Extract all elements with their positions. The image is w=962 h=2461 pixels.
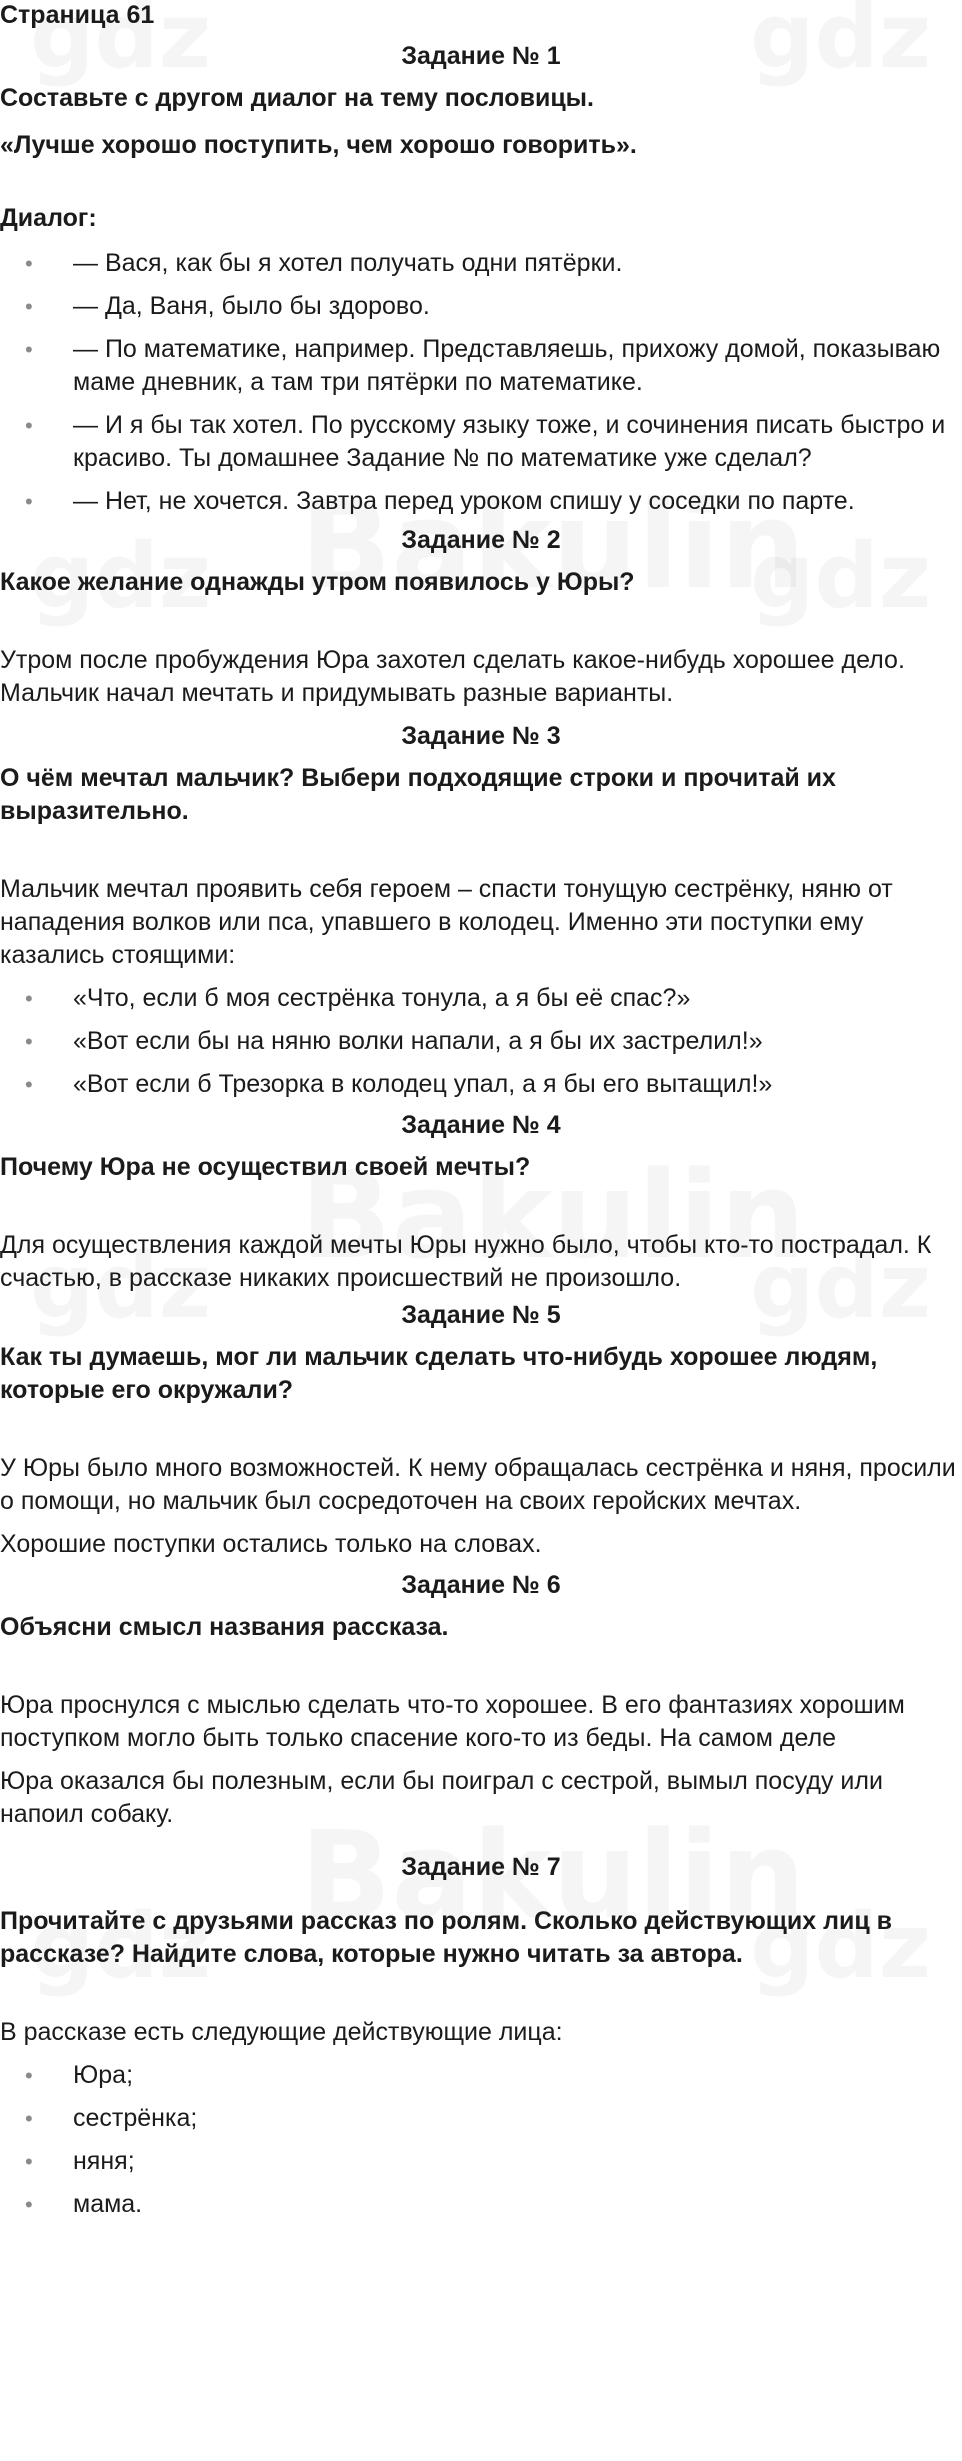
character-item: • Юра; bbox=[0, 2059, 962, 2092]
task-answer: Для осуществления каждой мечты Юры нужно было, чтобы кто-то пострадал. К счастью, в рассказе никаких происшествий не произошло. bbox=[0, 1231, 932, 1292]
dialog-label: Диалог: bbox=[0, 204, 97, 232]
task-answer: Утром после пробуждения Юра захотел сделать какое-нибудь хорошее дело. Мальчик начал мечтать и придумывать разные варианты. bbox=[0, 646, 905, 707]
task-question: Объясни смысл названия рассказа. bbox=[0, 1613, 449, 1641]
task-question: Какое желание однажды утром появилось у Юры? bbox=[0, 568, 635, 596]
quote-list bbox=[0, 982, 962, 1101]
dialog-line: • — По математике, например. Представляешь, прихожу домой, показываю маме дневник, а там три пятёрки по математике. bbox=[0, 333, 962, 399]
task-question: Составьте с другом диалог на тему пословицы. bbox=[0, 84, 594, 112]
task-answer: Юра оказался бы полезным, если бы поиграл с сестрой, вымыл посуду или напоил собаку. bbox=[0, 1767, 883, 1828]
task-1 bbox=[0, 40, 962, 518]
dialog-line: • — Нет, не хочется. Завтра перед уроком спишу у соседки по парте. bbox=[0, 485, 962, 518]
dialog-line: • — Да, Ваня, было бы здорово. bbox=[0, 290, 962, 323]
proverb: «Лучше хорошо поступить, чем хорошо говорить». bbox=[0, 131, 637, 159]
page-title: Страница 61 bbox=[0, 1, 155, 29]
quote-item: • «Что, если б моя сестрёнка тонула, а я бы её спас?» bbox=[0, 982, 962, 1015]
task-title: Задание № 7 bbox=[401, 1853, 561, 1881]
task-answer: Мальчик мечтал проявить себя героем – спасти тонущую сестрёнку, няню от нападения волков или пса, упавшего в колодец. Именно эти поступки ему казались стоящими: bbox=[0, 875, 893, 969]
task-5 bbox=[0, 1299, 962, 1561]
task-title: Задание № 6 bbox=[401, 1571, 561, 1599]
task-question: Прочитайте с друзьями рассказ по ролям. Сколько действующих лиц в рассказе? Найдите слова, которые нужно читать за автора. bbox=[0, 1907, 893, 1968]
character-list bbox=[0, 2059, 962, 2221]
task-title: Задание № 3 bbox=[401, 722, 561, 750]
task-answer: Юра проснулся с мыслью сделать что-то хорошее. В его фантазиях хорошим поступком могло быть только спасение кого-то из беды. На самом деле bbox=[0, 1691, 905, 1752]
dialog-line: • — И я бы так хотел. По русскому языку тоже, и сочинения писать быстро и красиво. Ты домашнее Задание № по математике уже сделал? bbox=[0, 409, 962, 475]
task-title: Задание № 2 bbox=[401, 526, 561, 554]
character-item: • няня; bbox=[0, 2145, 962, 2178]
task-answer: У Юры было много возможностей. К нему обращалась сестрёнка и няня, просили о помощи, но мальчик был сосредоточен на своих геройских мечтах. bbox=[0, 1454, 956, 1515]
task-answer: Хорошие поступки остались только на словах. bbox=[0, 1530, 542, 1558]
task-question: Как ты думаешь, мог ли мальчик сделать что-нибудь хорошее людям, которые его окружали? bbox=[0, 1343, 878, 1404]
task-7 bbox=[0, 1851, 962, 2221]
task-title: Задание № 4 bbox=[401, 1111, 561, 1139]
character-item: • мама. bbox=[0, 2188, 962, 2221]
task-answer: В рассказе есть следующие действующие лица: bbox=[0, 2018, 563, 2046]
task-6 bbox=[0, 1569, 962, 1831]
task-question: Почему Юра не осуществил своей мечты? bbox=[0, 1153, 531, 1181]
dialog-line: • — Вася, как бы я хотел получать одни пятёрки. bbox=[0, 247, 962, 280]
task-title: Задание № 1 bbox=[401, 42, 561, 70]
quote-item: • «Вот если бы на няню волки напали, а я бы их застрелил!» bbox=[0, 1025, 962, 1058]
task-question: О чём мечтал мальчик? Выбери подходящие строки и прочитай их выразительно. bbox=[0, 764, 836, 825]
task-2 bbox=[0, 524, 962, 710]
task-title: Задание № 5 bbox=[401, 1301, 561, 1329]
character-item: • сестрёнка; bbox=[0, 2102, 962, 2135]
task-4 bbox=[0, 1109, 962, 1295]
quote-item: • «Вот если б Трезорка в колодец упал, а я бы его вытащил!» bbox=[0, 1068, 962, 1101]
dialog-list bbox=[0, 247, 962, 518]
task-3 bbox=[0, 720, 962, 1101]
